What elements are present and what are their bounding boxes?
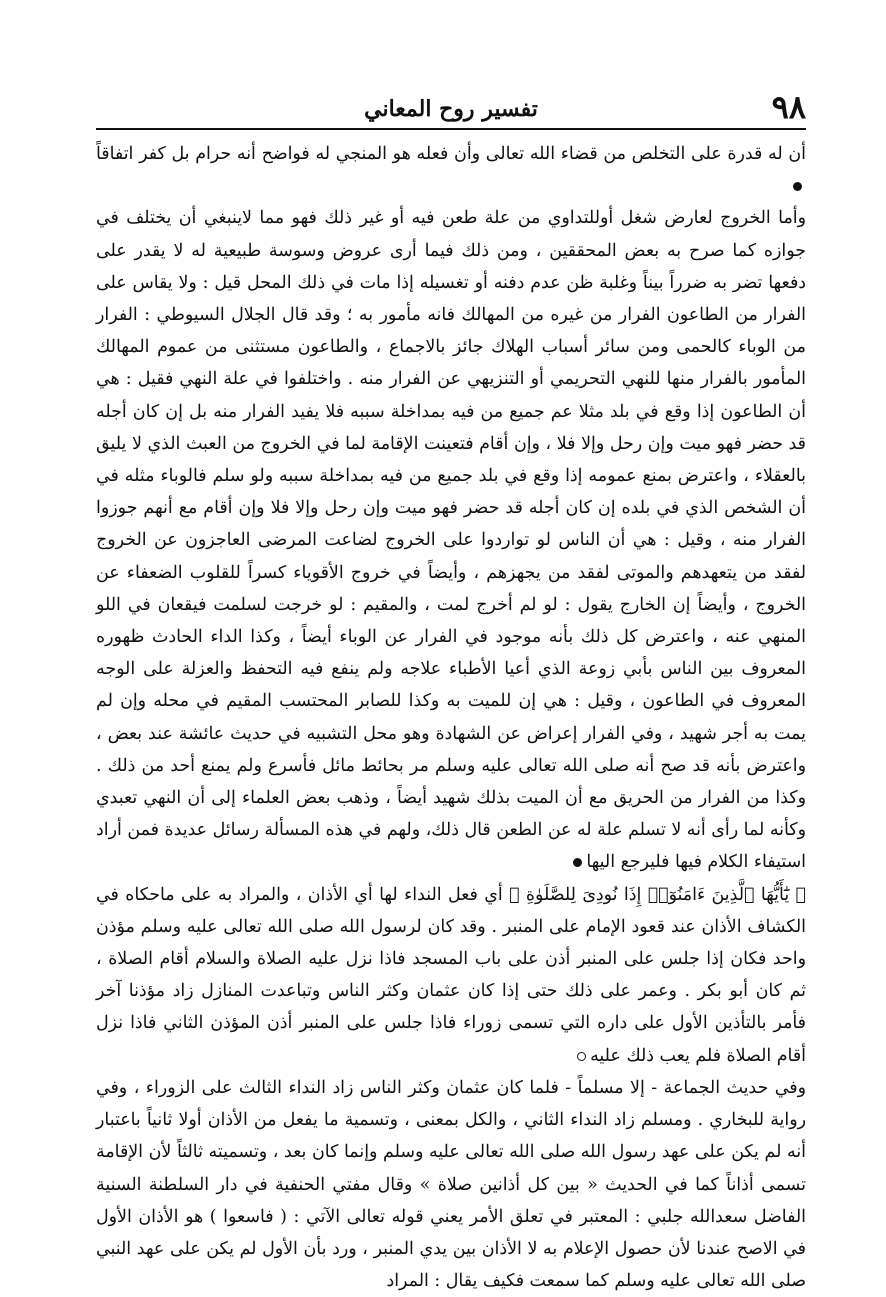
paragraph-1-text: أن له قدرة على التخلص من قضاء الله تعالى وأن فعله هو المنجي له فواضح أنه حرام بل كفر اتفاقاً — [96, 144, 806, 164]
header-rule — [96, 128, 806, 130]
end-of-paragraph-mark-icon — [573, 858, 582, 867]
paragraph-4 — [96, 1072, 806, 1297]
running-title: تفسير روح المعاني — [364, 96, 538, 122]
page-header — [96, 86, 806, 124]
paragraph-2 — [96, 202, 806, 878]
end-of-paragraph-ring-icon — [577, 1052, 586, 1061]
paragraph-2-text: وأما الخروج لعارض شغل أوللتداوي من علة طعن فيه أو غير ذلك فهو مما لاينبغي أن يختلف في جوازه كما صرح به بعض المحققين ، ومن ذلك فيما أرى عروض وسوسة طبيعية له لا يقدر على دفعها تضر به ضرراً بيناً وغلبة ظن عدم دفنه أو تغسيله إذا مات في ذلك المحل قيل : ولا يقاس على الفرار من الطاعون الفرار من غيره من المهالك فانه مأمور به ؛ وقد قال الجلال السيوطي : الفرار من الوباء كالحمى ومن سائر أسباب الهلاك جائز بالاجماع ، والطاعون مستثنى من عموم المهالك المأمور بالفرار منها للنهي التحريمي أو التنزيهي عن الفرار منه . واختلفوا في علة النهي فقيل : هي أن الطاعون إذا وقع في بلد مثلا عم جميع من فيه بمداخلة سببه فلا يفيد الفرار منه بل إن كان أجله قد حضر فهو ميت وإن رحل وإلا فلا ، وإن أقام فتعينت الإقامة لما في الخروج من العبث الذي لا يليق بالعقلاء ، واعترض بمنع عمومه إذا وقع في بلد جميع من فيه بمداخلة سببه ولو سلم فالوباء مثله في أن الشخص الذي في بلده إن كان أجله قد حضر فهو ميت وإن رحل وإلا فلا وإن أقام مع أنهم جوزوا الفرار منه ، وقيل : هي أن الناس لو تواردوا على الخروج لضاعت المرضى العاجزون عن الخروج لفقد من يتعهدهم والموتى لفقد من يجهزهم ، وأيضاً في خروج الأقوياء كسراً للقلوب الضعفاء عن الخروج ، وأيضاً إن الخارج يقول : لو لم أخرج لمت ، والمقيم : لو خرجت لسلمت فيقعان في اللو المنهي عنه ، واعترض كل ذلك بأنه موجود في الفرار عن الوباء أيضاً ، وكذا الداء الحادث ظهوره المعروف بين الناس بأبي زوعة الذي أعيا الأطباء علاجه ولم ينفع فيه التحفظ والعزلة على الوجه المعروف في الطاعون ، وقيل : هي إن للميت به وكذا للصابر المحتسب المقيم في محله وإن لم يمت به أجر شهيد ، وفي الفرار إعراض عن الشهادة وهو محل التشبيه في حديث عائشة عند بعض ، واعترض بأنه قد صح أنه صلى الله تعالى عليه وسلم مر بحائط مائل فأسرع ولم يمنع أحد من ذلك . وكذا من الفرار من الحريق مع أن الميت بذلك شهيد أيضاً ، وذهب بعض العلماء إلى أن النهي تعبدي وكأنه لما رأى أنه لا تسلم علة له عن الطعن قال ذلك، ولهم في هذه المسألة رسائل عديدة فمن أراد استيفاء الكلام فيها فليرجع اليها — [96, 208, 806, 873]
page-number: ٩٨ — [771, 88, 806, 126]
paragraph-3 — [96, 879, 806, 1072]
paragraph-4-text: وفي حديث الجماعة - إلا مسلماً - فلما كان عثمان وكثر الناس زاد النداء الثالث على الزوراء ، وفي رواية للبخاري . ومسلم زاد النداء الثاني ، والكل بمعنى ، وتسمية ما يفعل من الأذان أولا ثانياً باعتبار أنه لم يكن على عهد رسول الله صلى الله تعالى عليه وسلم وإنما كان بعد ، وتسميته ثالثاً لأن الإقامة تسمى أذاناً كما في الحديث « بين كل أذانين صلاة » وقال مفتي الحنفية في دار السلطنة السنية الفاضل سعدالله جلبي : المعتبر في تعلق الأمر يعني قوله تعالى الآتي : ( فاسعوا ) هو الأذان الأول في الاصح عندنا لأن حصول الإعلام به لا الأذان بين يدي المنبر ، ورد بأن الأول لم يكن على عهد النبي صلى الله تعالى عليه وسلم كما سمعت فكيف يقال : المراد — [96, 1077, 806, 1292]
paragraph-3-text: ﴿ يَٰٓأَيُّهَا ٱلَّذِينَ ءَامَنُوٓا۟ إِذَا نُودِىَ لِلصَّلَوٰةِ ﴾ أي فعل النداء لها أي الأذان ، والمراد به على ماحكاه في الكشاف الأذان عند قعود الإمام على المنبر . وقد كان لرسول الله صلى الله تعالى عليه وسلم مؤذن واحد فكان إذا جلس على المنبر أذن على باب المسجد فاذا نزل عليه الصلاة والسلام أقام الصلاة ، ثم كان أبو بكر . وعمر على ذلك حتى إذا كان عثمان وكثر الناس وتباعدت المنازل زاد مؤذنا آخر فأمر بالتأذين الأول على داره التي تسمى زوراء فاذا جلس على المنبر أذن المؤذن الثاني فاذا نزل أقام الصلاة فلم يعب ذلك عليه — [96, 884, 806, 1066]
body-text — [96, 138, 806, 1297]
end-of-paragraph-mark-icon — [793, 182, 802, 191]
paragraph-1 — [96, 138, 806, 202]
